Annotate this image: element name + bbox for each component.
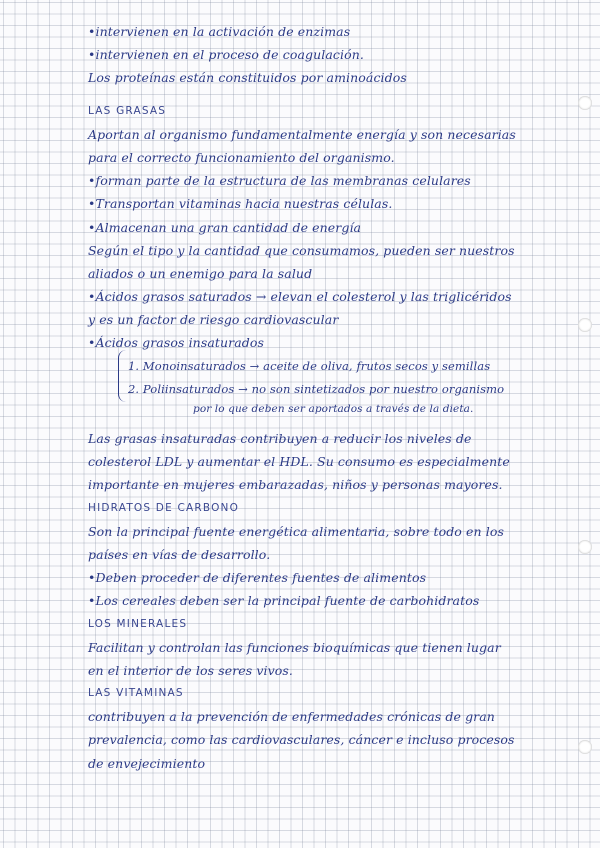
note-line: contribuyen a la prevención de enfermedades crónicas de gran [88,709,495,725]
note-line: •Ácidos grasos insaturados [88,335,265,351]
handwritten-notes [88,20,570,775]
note-line: •Deben proceder de diferentes fuentes de alimentos [88,570,427,586]
note-line: •intervienen en el proceso de coagulación. [88,47,364,63]
line-spacer [88,90,570,100]
binder-hole [578,318,592,332]
note-line: 1. Monoinsaturados → aceite de oliva, frutos secos y semillas [128,358,491,373]
note-line: •forman parte de la estructura de las membranas celulares [88,173,471,189]
binder-hole [578,740,592,754]
note-line: importante en mujeres embarazadas, niños y personas mayores. [88,477,503,493]
binder-hole [578,540,592,554]
note-line: Según el tipo y la cantidad que consumamos, pueden ser nuestros [88,242,515,258]
note-line: Las grasas insaturadas contribuyen a reducir los niveles de [88,431,472,446]
note-line: Aportan al organismo fundamentalmente energía y son necesarias [88,126,516,142]
note-line: •Transportan vitaminas hacia nuestras células. [88,196,393,212]
note-line: •Ácidos grasos saturados → elevan el colesterol y las triglicéridos [88,289,512,305]
note-line: por lo que deben ser aportados a través de la dieta. [193,403,474,415]
note-line: y es un factor de riesgo cardiovascular [88,312,339,328]
section-heading: LOS MINERALES [88,617,188,630]
note-line: •Almacenan una gran cantidad de energía [88,219,362,235]
section-heading: LAS GRASAS [88,104,167,117]
note-line: Son la principal fuente energética alimentaria, sobre todo en los [88,523,504,539]
note-line: aliados o un enemigo para la salud [88,265,313,281]
note-line: en el interior de los seres vivos. [88,662,293,678]
note-line: Facilitan y controlan las funciones bioquímicas que tienen lugar [88,639,501,655]
note-line: Los proteínas están constituidos por aminoácidos [88,70,407,86]
line-spacer [88,417,570,427]
note-line: países en vías de desarrollo. [88,546,271,562]
note-line: de envejecimiento [88,755,206,771]
note-line: colesterol LDL y aumentar el HDL. Su consumo es especialmente [88,454,510,470]
note-line: para el correcto funcionamiento del organismo. [88,149,395,165]
note-line: •Los cereales deben ser la principal fuente de carbohidratos [88,593,480,609]
section-heading: LAS VITAMINAS [88,687,184,700]
section-heading: HIDRATOS DE CARBONO [88,501,240,514]
note-line: •intervienen en la activación de enzimas [88,24,351,39]
note-line: prevalencia, como las cardiovasculares, cáncer e incluso procesos [88,732,515,748]
binder-hole [578,96,592,110]
note-line: 2. Poliinsaturados → no son sintetizados por nuestro organismo [128,381,505,396]
